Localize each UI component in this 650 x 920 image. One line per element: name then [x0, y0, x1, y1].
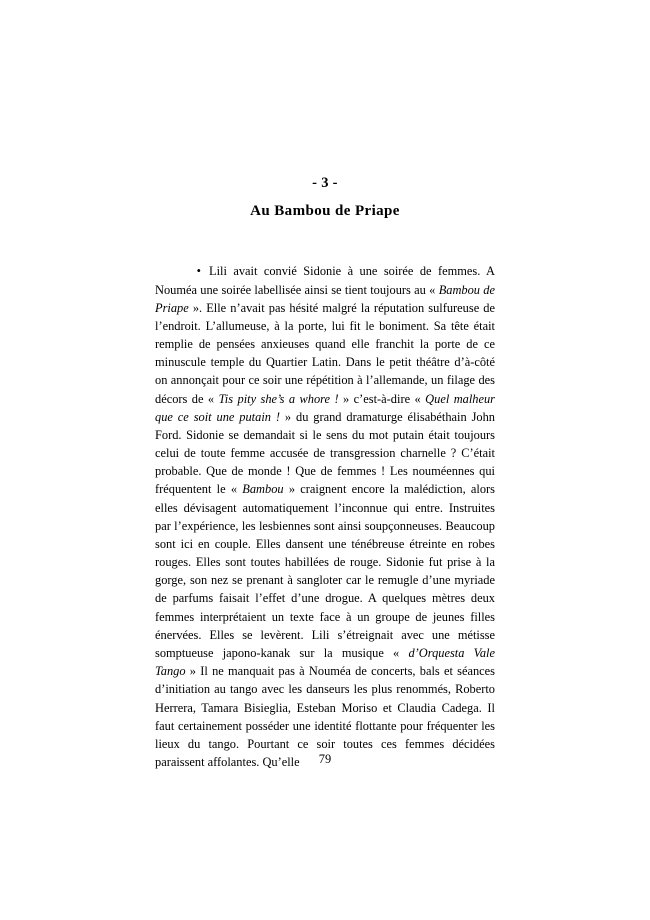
- bullet-marker: •: [196, 264, 201, 279]
- paragraph-part-1: Lili avait convié Sidonie à une soirée de femmes. A Nouméa une soirée labellisée ainsi se tient toujours au «: [155, 264, 495, 297]
- paragraph-part-3: » c’est-à-dire «: [338, 391, 426, 406]
- page-number: 79: [318, 752, 332, 766]
- chapter-number: - 3 -: [312, 175, 338, 191]
- paragraph-part-5: » craignent encore la malédiction, alors elles dévisagent automatiquement l’inconnue qui entre. Instruites par l’expérience, les lesbiennes sont ainsi soupçonneuses. Beaucoup sont ici en couple. Elles dansent une ténébreuse étreinte en robes rouges. Elles sont toutes habillées de rouge. Sidonie fut prise à la gorge, son nez se prenant à sangloter car le remugle d’une myriade de parfums faisait l’effet d’une drogue. A quelques mètres deux femmes interprétaient un texte face à un groupe de jeunes filles énervées. Elles se levèrent. Lili s’étreignait avec une métisse somptueuse japono-kanak sur la musique «: [155, 482, 495, 660]
- italic-title-orquesta-vale-tango: d’Orquesta Vale Tango: [155, 646, 495, 679]
- italic-title-bambou-de-priape: Bambou de Priape: [155, 282, 495, 315]
- italic-title-quel-malheur: Quel malheur que ce soit une putain !: [155, 391, 496, 424]
- paragraph-part-6: » Il ne manquait pas à Nouméa de concerts, bals et séances d’initiation au tango avec les danseurs les plus renommés, Roberto Herrera, Tamara Bisieglia, Esteban Moriso et Claudia Cadega. Il faut certainement posséder une identité flottante pour fréquenter les lieux du tango. Pourtant ce soir toutes ces femmes décidées paraissent affolantes. Qu’elle: [155, 664, 495, 770]
- body-paragraph: [155, 262, 495, 771]
- paragraph-part-4: » du grand dramaturge élisabéthain John Ford. Sidonie se demandait si le sens du mot putain était toujours celui de toute femme accusée de transgression charnelle ? C’était probable. Que de monde ! Que de femmes ! Les nouméennes qui fréquentent le «: [155, 409, 495, 497]
- page-content: [155, 175, 495, 771]
- paragraph-part-2: ». Elle n’avait pas hésité malgré la réputation sulfureuse de l’endroit. L’allumeuse, à la porte, lui fit le boniment. Sa tête était remplie de pensées anxieuses quand elle franchit la porte de ce minuscule temple du Quartier Latin. Dans le petit théâtre d’à-côté on annonçait pour ce soir une répétition à l’allemande, un filage des décors de «: [155, 300, 495, 406]
- italic-word-bambou: Bambou: [242, 482, 284, 497]
- chapter-title: Au Bambou de Priape: [250, 203, 400, 220]
- italic-title-tis-pity: Tis pity she’s a whore !: [218, 391, 339, 406]
